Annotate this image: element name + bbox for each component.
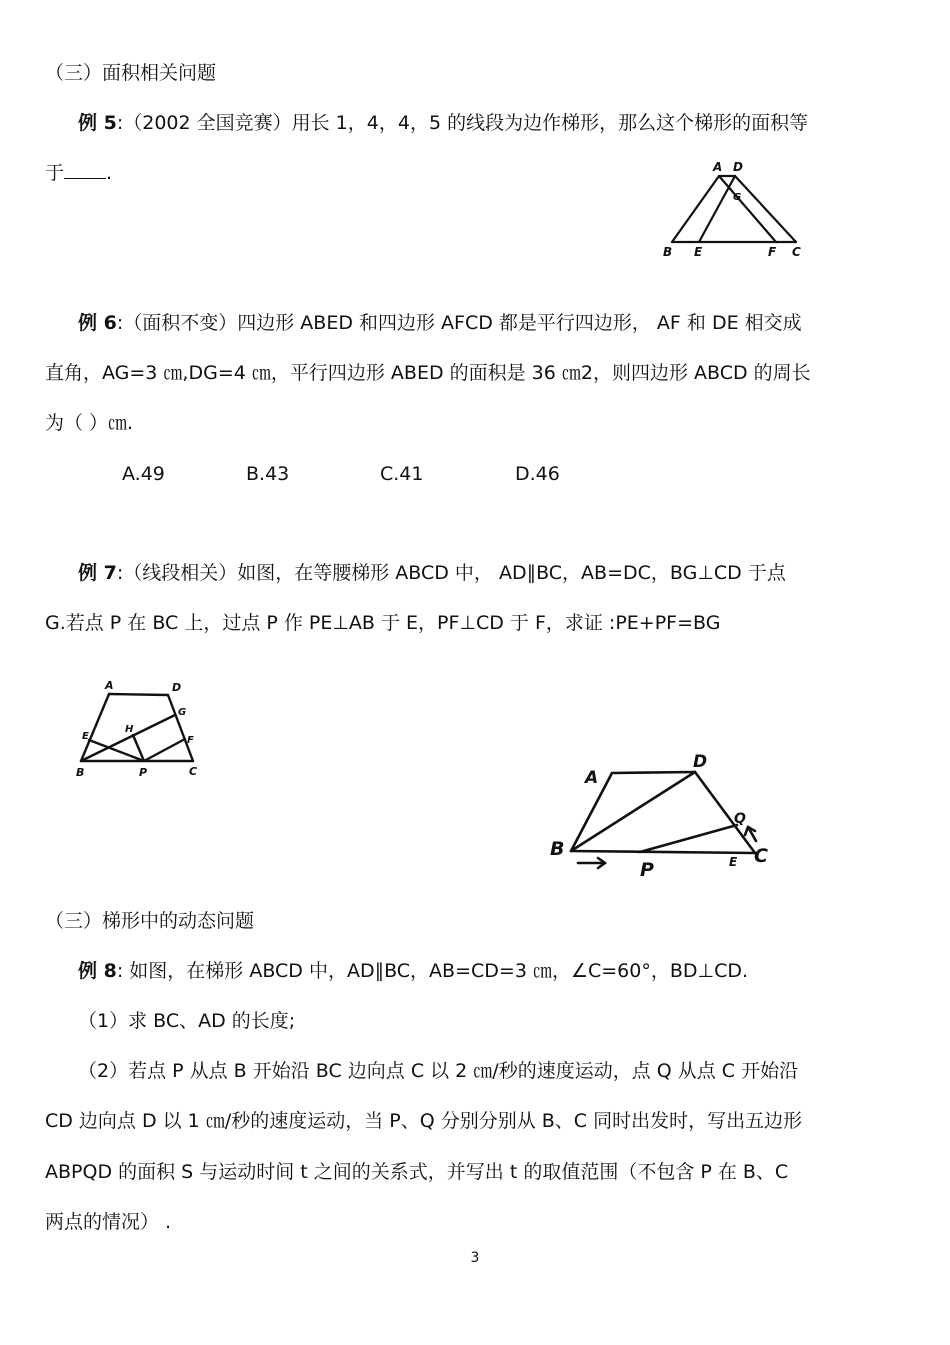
segment-ab	[81, 694, 109, 761]
label-A: A	[713, 160, 723, 174]
label-P: P	[640, 859, 654, 880]
segment-ab	[672, 176, 719, 242]
label-F: F	[187, 735, 194, 746]
label-A: A	[585, 768, 599, 788]
label-C: C	[189, 765, 198, 778]
option-a: A.49	[122, 463, 165, 485]
example-5-line-2	[45, 160, 112, 186]
label-D: D	[693, 752, 708, 772]
example-5-label: 例 5	[78, 112, 117, 134]
page-number: 3	[470, 1250, 480, 1266]
segment-dc	[695, 772, 755, 853]
example-8-text: : 如图，在梯形 ABCD 中，AD∥BC，AB=CD=3 ㎝，∠C=60°，BD⊥CD.	[116, 960, 749, 982]
example-8-question-2-line-1: （2）若点 P 从点 B 开始沿 BC 边向点 C 以 2 ㎝/秒的速度运动，点 Q 从点 C 开始沿	[78, 1060, 799, 1082]
label-G: G	[178, 707, 187, 718]
label-C: C	[792, 245, 801, 259]
label-B: B	[550, 838, 565, 860]
example-8-label: 例 8	[78, 960, 117, 982]
example-8-question-2-line-4: 两点的情况） .	[45, 1211, 172, 1233]
example-5-line-2-end: .	[106, 162, 113, 184]
example-5-text: :（2002 全国竞赛）用长 1，4，4，5 的线段为边作梯形，那么这个梯形的面积等	[116, 112, 809, 134]
example-5-line-2-start: 于	[45, 162, 65, 184]
example-6-text: :（面积不变）四边形 ABED 和四边形 AFCD 都是平行四边形， AF 和 DE 相交成	[116, 312, 802, 334]
example-5-line-1	[78, 110, 808, 136]
label-D: D	[733, 160, 743, 174]
label-P: P	[139, 766, 148, 779]
segment-ad	[109, 694, 168, 695]
figure-trapezoid-ex5	[655, 155, 815, 265]
example-7-line-1	[78, 560, 786, 586]
label-Q: Q	[734, 811, 746, 827]
section-title-dynamic: （三）梯形中的动态问题	[45, 910, 255, 932]
example-8-question-2-line-2: CD 边向点 D 以 1 ㎝/秒的速度运动，当 P、Q 分别分别从 B、C 同时出发时，写出五边形	[45, 1110, 803, 1132]
option-c: C.41	[380, 463, 424, 485]
label-E: E	[729, 855, 738, 869]
label-G: G	[733, 192, 742, 203]
segment-dc	[168, 695, 193, 761]
example-6-line-2: 直角，AG=3 ㎝,DG=4 ㎝，平行四边形 ABED 的面积是 36 ㎝2，则四边形 ABCD 的周长	[45, 362, 811, 384]
label-A: A	[105, 679, 114, 692]
figure-isosceles-trapezoid-ex7	[72, 678, 212, 788]
segment-de	[699, 176, 735, 242]
label-F: F	[768, 245, 777, 259]
segment-ad	[612, 772, 695, 773]
example-8-question-2-line-3: ABPQD 的面积 S 与运动时间 t 之间的关系式，并写出 t 的取值范围（不包含 P 在 B、C	[45, 1161, 789, 1183]
label-C: C	[754, 845, 768, 867]
label-B: B	[663, 245, 673, 259]
example-8-question-1: （1）求 BC、AD 的长度;	[78, 1010, 296, 1032]
example-7-text: :（线段相关）如图，在等腰梯形 ABCD 中， AD∥BC，AB=DC，BG⊥CD 于点	[116, 562, 786, 584]
segment-bc	[571, 851, 755, 853]
label-D: D	[172, 681, 182, 694]
section-title-area: （三）面积相关问题	[45, 62, 217, 84]
option-b: B.43	[246, 463, 290, 485]
example-8-line-1	[78, 958, 748, 984]
label-E: E	[82, 731, 89, 742]
figure-dynamic-trapezoid-ex8	[545, 745, 785, 880]
example-6-line-1	[78, 310, 802, 336]
segment-pf	[144, 739, 185, 761]
example-6-label: 例 6	[78, 312, 117, 334]
label-H: H	[125, 724, 134, 735]
label-B: B	[76, 766, 85, 779]
label-E: E	[694, 245, 703, 259]
answer-blank	[64, 160, 106, 179]
option-d: D.46	[515, 463, 560, 485]
example-7-label: 例 7	[78, 562, 117, 584]
segment-dc	[735, 176, 796, 242]
segment-af	[719, 176, 776, 242]
segment-pq	[640, 825, 737, 852]
example-6-line-3: 为（ ）㎝.	[45, 412, 134, 434]
example-7-line-2: G.若点 P 在 BC 上，过点 P 作 PE⊥AB 于 E，PF⊥CD 于 F，求证 :PE+PF=BG	[45, 612, 721, 634]
